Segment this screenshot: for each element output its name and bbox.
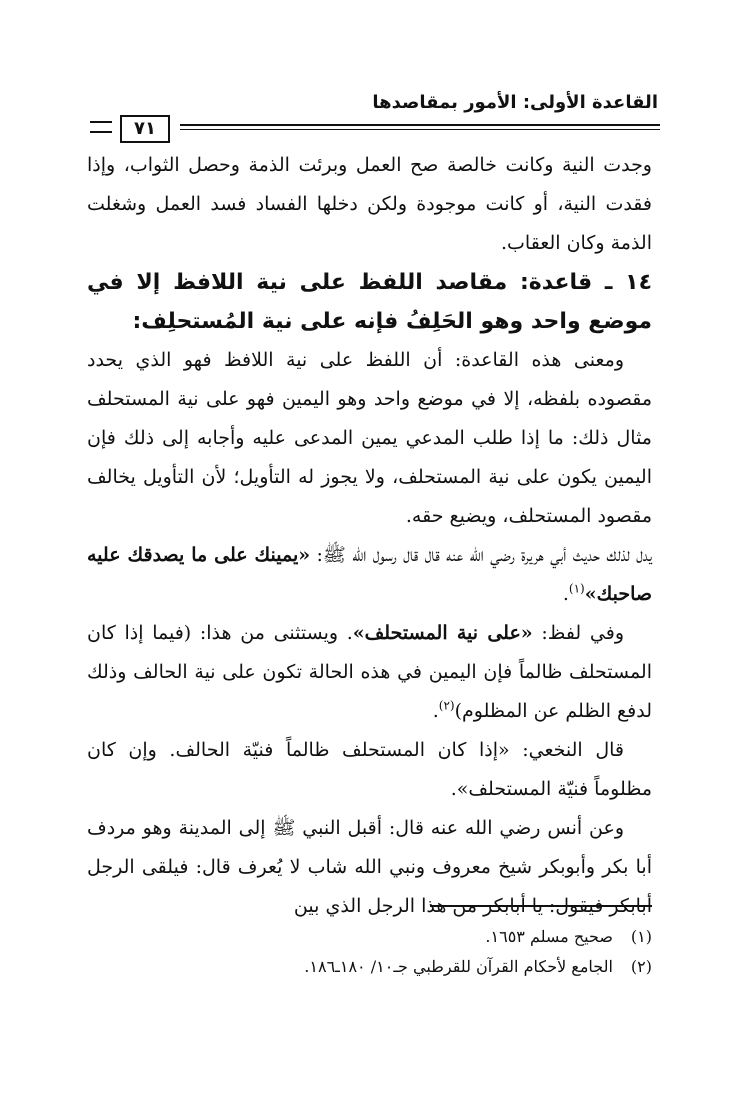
hadith-end: .: [562, 583, 569, 605]
exception-end: .: [432, 700, 439, 722]
footnote-number: (٢): [630, 957, 652, 976]
main-text: [87, 146, 652, 926]
paragraph-nakhai: قال النخعي: «إذا كان المستحلف ظالماً فنيّة الحالف. وإن كان مظلوماً فنيّة المستحلف».: [87, 739, 652, 800]
hadith-intro: يدل لذلك حديث أبي هريرة رضي الله عنه قال قال رسول الله ﷺ:: [316, 544, 652, 566]
page-number: ٧١: [120, 115, 170, 143]
header-rule: [90, 120, 660, 134]
page-number-ornament: [90, 121, 112, 133]
paragraph-hadith: [87, 536, 652, 614]
footnote-separator: [430, 905, 652, 907]
paragraph-continuation: وجدت النية وكانت خالصة صح العمل وبرئت الذمة وحصل الثواب، وإذا فقدت النية، أو كانت موجودة ولكن دخلها الفساد فسد العمل وشغلت الذمة وكان العقاب.: [87, 154, 652, 254]
rule-heading: ١٤ ـ قاعدة: مقاصد اللفظ على نية اللافظ إلا في موضع واحد وهو الحَلِفُ فإنه على نية المُستحلِف:: [87, 270, 652, 334]
footnote-text: الجامع لأحكام القرآن للقرطبي جـ١٠/ ١٨٠ـ١٨٦.: [304, 957, 613, 976]
footnote-ref-2: (٢): [438, 698, 455, 713]
hadith-quote: «يمينك على ما يصدقك عليه صاحبك»: [87, 544, 652, 605]
exception-quote: «على نية المستحلف»: [352, 622, 533, 644]
footnote-text: صحيح مسلم ١٦٥٣.: [485, 927, 613, 946]
paragraph-exception: [87, 614, 652, 731]
exception-lead: وفي لفظ:: [532, 622, 625, 644]
running-header: القاعدة الأولى: الأمور بمقاصدها: [372, 92, 658, 113]
paragraph-anas: وعن أنس رضي الله عنه قال: أقبل النبي ﷺ إلى المدينة وهو مردف أبا بكر وأبوبكر شيخ معروف ونبي الله شاب لا يُعرف قال: فيلقى الرجل أبابكر فيقول: يا أبابكر من هذا الرجل الذي بين: [87, 817, 652, 917]
footnote-number: (١): [630, 927, 652, 946]
header-rule-thin: [180, 129, 660, 130]
footnote-ref-1: (١): [568, 581, 585, 596]
footnote-2: [87, 952, 652, 982]
header-rule-thick: [180, 124, 660, 126]
exception-text: . ويستثنى من هذا: (فيما إذا كان المستحلف ظالماً فإن اليمين في هذه الحالة تكون على نية الحالف وذلك لدفع الظلم عن المظلوم): [87, 622, 652, 722]
footnotes: [87, 922, 652, 982]
paragraph-explanation: ومعنى هذه القاعدة: أن اللفظ على نية اللافظ فهو الذي يحدد مقصوده بلفظه، إلا في موضع واحد وهو اليمين فهو على نية المستحلف مثال ذلك: ما إذا طلب المدعي يمين المدعى عليه وأجابه إلى ذلك فإن اليمين يكون على نية المستحلف، ولا يجوز له التأويل؛ لأن التأويل يخالف مقصود المستحلف، ويضيع حقه.: [87, 349, 652, 527]
footnote-1: [87, 922, 652, 952]
